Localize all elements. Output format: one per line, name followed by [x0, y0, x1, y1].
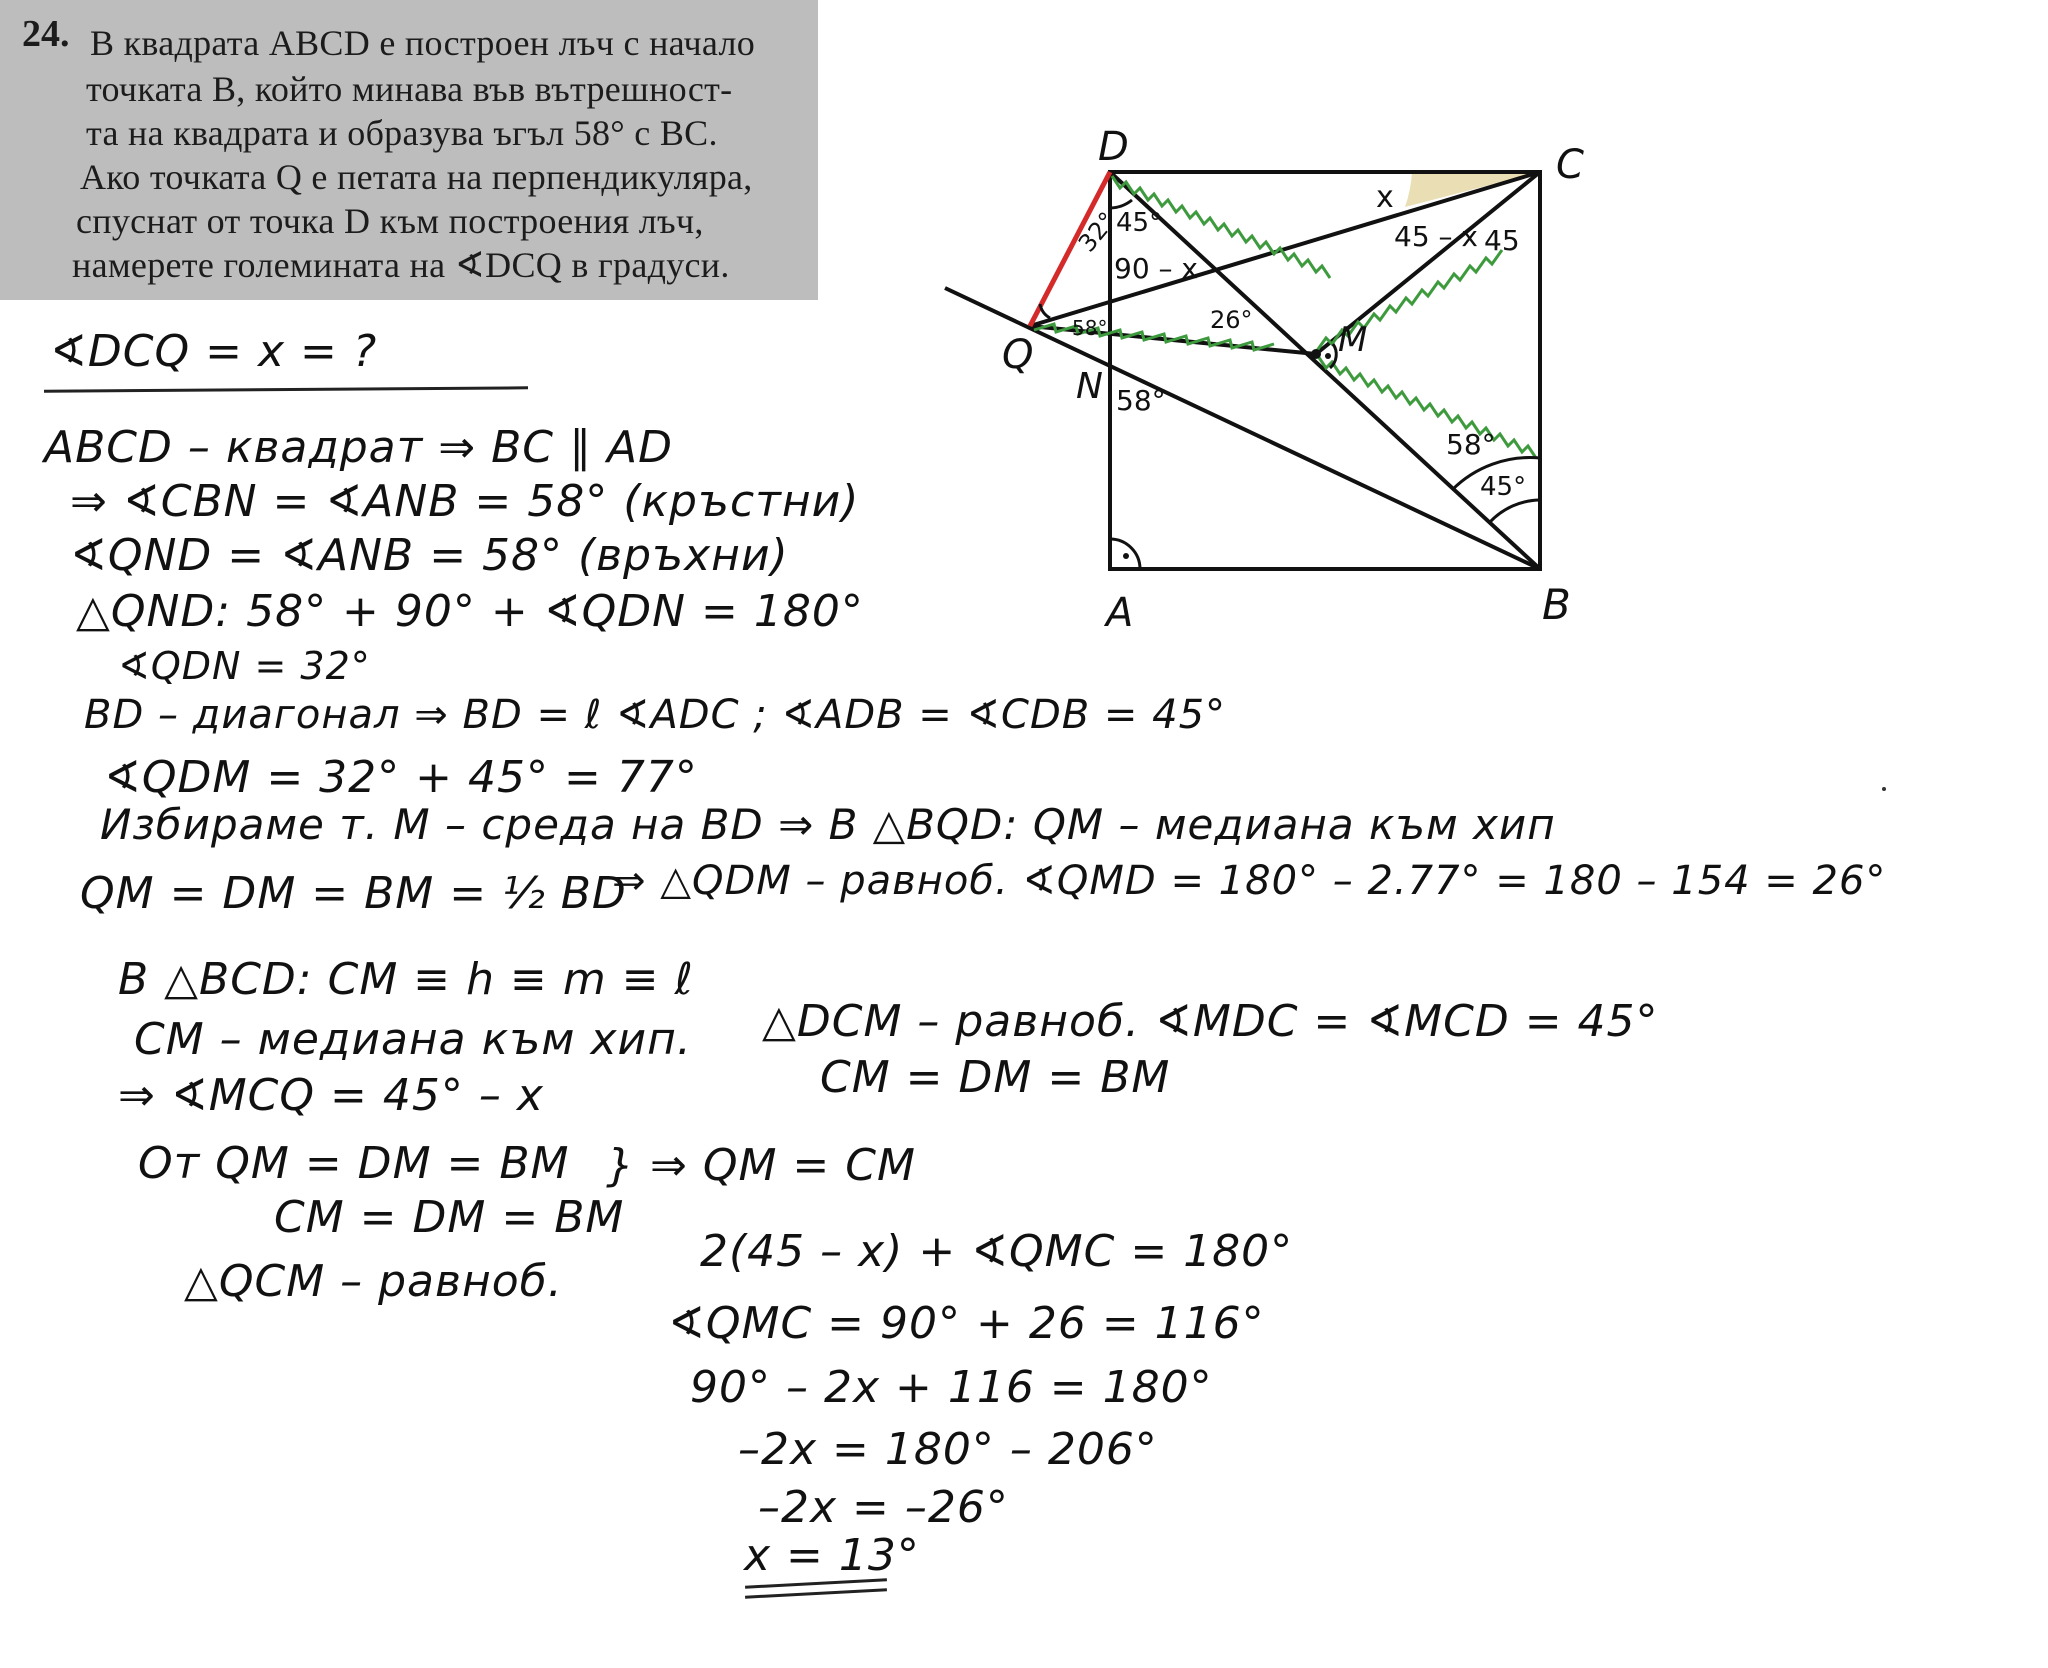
equal-mark-bm: [1318, 356, 1536, 458]
stray-dot: [1882, 787, 1886, 791]
angle-label-b58: 58°: [1446, 428, 1496, 461]
problem-line-4: Ако точката Q е петата на перпендикуляра,: [80, 157, 753, 197]
solution-line-10: ⇒ △QDM – равноб. ∢QMD = 180° – 2.77° = 180 – 154 = 26°: [612, 858, 1887, 904]
problem-line-3: та на квадрата и образува ъгъл 58° с BC.: [86, 113, 718, 153]
angle-label-d45: 45°: [1116, 208, 1163, 238]
solution-line-7: ∢QDM = 32° + 45° = 77°: [104, 752, 698, 803]
problem-line-2: точката B, който минава във вътрешност-: [86, 69, 733, 109]
solution-line-1: ABCD – квадрат ⇒ BC ∥ AD: [44, 422, 673, 473]
angle-label-q58: 58°: [1072, 316, 1108, 340]
problem-line-5: спуснат от точка D към построения лъч,: [76, 201, 704, 241]
angle-label-b45: 45°: [1480, 472, 1527, 502]
solution-line-24: –2x = –26°: [758, 1482, 1009, 1533]
label-b: B: [1542, 580, 1572, 629]
solution-line-6: BD – диагонал ⇒ BD = ℓ ∢ADC ; ∢ADB = ∢CDB = 45°: [84, 692, 1227, 738]
label-q: Q: [1002, 332, 1035, 378]
right-angle-dot-a: [1123, 553, 1129, 559]
solution-line-13: △DCM – равноб. ∢MDC = ∢MCD = 45°: [762, 996, 1659, 1047]
solution-answer: x = 13°: [744, 1530, 920, 1581]
angle-label-45x: 45 – x: [1394, 220, 1478, 253]
solution-line-3: ∢QND = ∢ANB = 58° (връхни): [70, 530, 789, 581]
label-m: M: [1338, 320, 1369, 360]
solution-goal: ∢DCQ = x = ?: [50, 326, 378, 377]
solution-line-22: 90° – 2x + 116 = 180°: [690, 1362, 1213, 1413]
solution-line-9: QM = DM = BM = ½ BD: [80, 868, 627, 919]
solution-line-16: От QM = DM = BM: [138, 1138, 570, 1189]
solution-line-19: △QCM – равноб.: [184, 1256, 563, 1307]
angle-arc-b2: [1490, 500, 1540, 522]
problem-line-1: В квадрата ABCD е построен лъч с начало: [90, 23, 756, 63]
angle-label-n58: 58°: [1116, 384, 1166, 417]
solution-line-14: CM = DM = BM: [820, 1052, 1171, 1103]
solution-line-20: 2(45 – x) + ∢QMC = 180°: [700, 1226, 1294, 1277]
label-a: A: [1106, 590, 1135, 636]
solution-line-18: } ⇒ QM = CM: [606, 1140, 916, 1191]
solution-line-4: △QND: 58° + 90° + ∢QDN = 180°: [76, 586, 864, 637]
right-angle-dot-m: [1325, 353, 1331, 359]
solution-line-21: ∢QMC = 90° + 26 = 116°: [668, 1298, 1265, 1349]
solution-line-23: –2x = 180° – 206°: [738, 1424, 1158, 1475]
angle-label-32: 32°: [1072, 206, 1122, 258]
solution-line-11: В △BCD: CM ≡ h ≡ m ≡ ℓ: [118, 954, 694, 1005]
solution-line-5: ∢QDN = 32°: [118, 644, 371, 688]
point-m: [1311, 349, 1321, 359]
angle-label-c45: 45: [1484, 224, 1520, 257]
problem-line-6: намерете големината на ∢DCQ в градуси.: [72, 245, 730, 285]
angle-label-90x: 90 – x: [1114, 252, 1198, 285]
angle-label-x: x: [1376, 180, 1394, 215]
solution-line-17: CM = DM = BM: [274, 1192, 625, 1243]
solution-line-8: Избираме т. M – среда на BD ⇒ В △BQD: QM – медиана към хип: [100, 800, 1556, 849]
solution-line-15: ⇒ ∢MCQ = 45° – x: [118, 1070, 544, 1121]
solution-line-12: CM – медиана към хип.: [134, 1014, 692, 1065]
angle-arc-q: [1040, 304, 1050, 318]
solution-line-2: ⇒ ∢CBN = ∢ANB = 58° (кръстни): [70, 476, 860, 527]
label-n: N: [1076, 366, 1104, 407]
problem-number: 24.: [22, 13, 70, 55]
label-d: D: [1098, 124, 1130, 170]
label-c: C: [1556, 142, 1585, 188]
angle-label-26: 26°: [1210, 306, 1253, 334]
angle-arc-d: [1110, 200, 1132, 208]
